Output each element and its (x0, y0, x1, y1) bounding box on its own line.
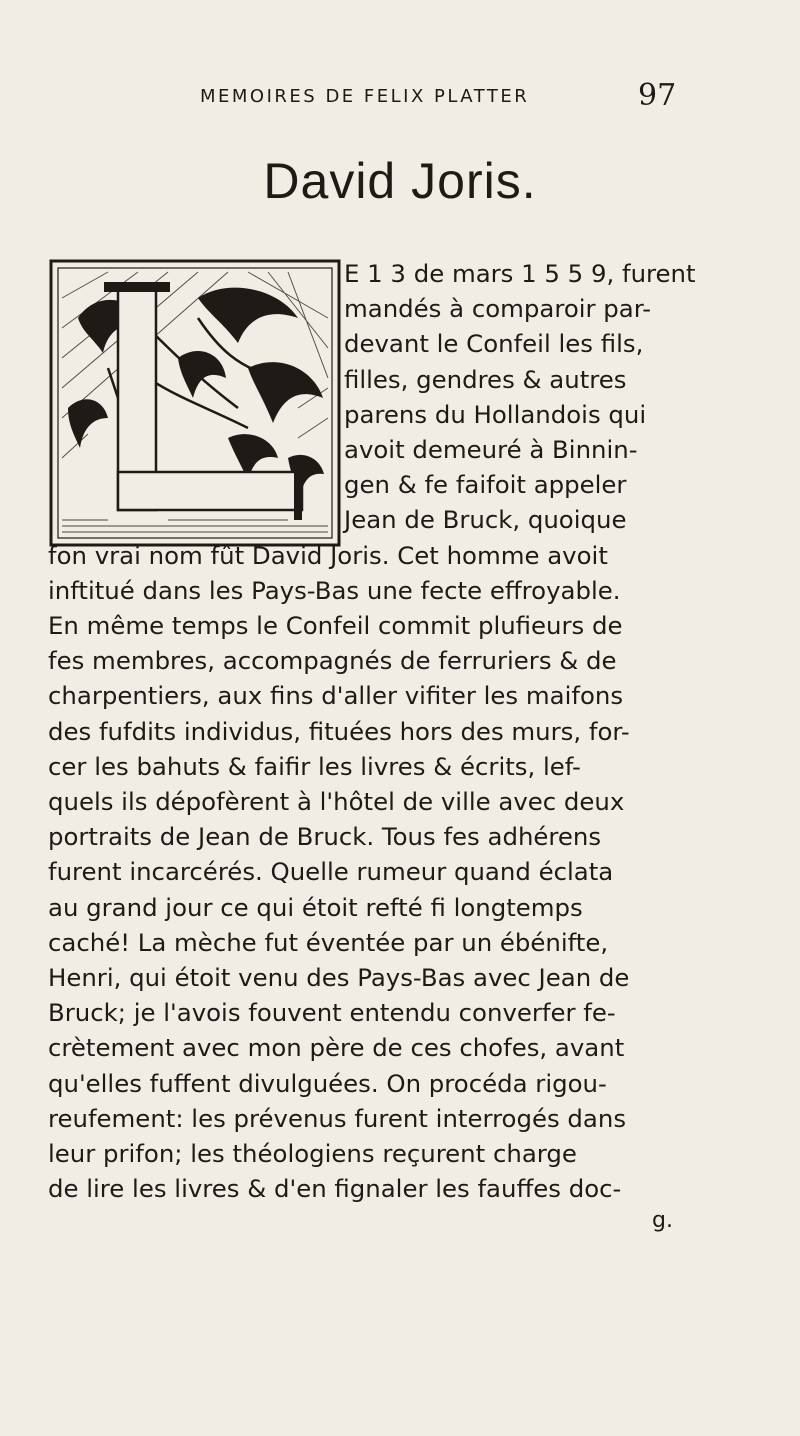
text-line: Bruck; je l'avois fouvent entendu converfer fe- (48, 998, 616, 1028)
text-line: leur prifon; les théologiens reçurent charge (48, 1139, 577, 1169)
text-line: reufement: les prévenus furent interrogés dans (48, 1103, 627, 1133)
text-line: furent incarcérés. Quelle rumeur quand éclata (48, 857, 614, 887)
text-line: inftitué dans les Pays-Bas une fecte effroyable. (48, 575, 621, 605)
running-head: MEMOIRES DE FELIX PLATTER (200, 86, 530, 107)
text-line: fon vrai nom fût David Joris. Cet homme avoit (48, 540, 608, 570)
text-line: des fufdits individus, fituées hors des murs, for- (48, 716, 630, 746)
text-line: crètement avec mon père de ces chofes, avant (48, 1033, 625, 1063)
text-line: E 1 3 de mars 1 5 5 9, furent (344, 259, 696, 288)
text-line: quels ils dépofèrent à l'hôtel de ville avec deux (48, 787, 625, 817)
text-line: fes membres, accompagnés de ferruriers & de (48, 646, 617, 676)
text-line: charpentiers, aux fins d'aller vifiter les maifons (48, 681, 624, 711)
text-line: filles, gendres & autres (344, 364, 627, 394)
body-text (48, 256, 700, 1206)
text-line: portraits de Jean de Bruck. Tous fes adhérens (48, 822, 602, 852)
text-line: qu'elles fuffent divulguées. On procéda rigou- (48, 1068, 607, 1098)
text-line: avoit demeuré à Binnin- (344, 435, 638, 465)
text-line: de lire les livres & d'en fignaler les fauffes doc- (48, 1174, 622, 1204)
text-line: En même temps le Confeil commit plufieurs de (48, 611, 623, 641)
text-line: cer les bahuts & faifir les livres & écrits, lef- (48, 751, 581, 781)
text-line: Jean de Bruck, quoique (344, 505, 627, 535)
text-line: devant le Confeil les fils, (344, 329, 644, 359)
text-line: gen & fe faifoit appeler (344, 470, 627, 500)
catchword: g. (652, 1208, 673, 1233)
text-line: parens du Hollandois qui (344, 399, 647, 429)
chapter-title: David Joris. (263, 153, 537, 209)
text-line: mandés à comparoir par- (344, 294, 652, 324)
text-line: caché! La mèche fut éventée par un ébénifte, (48, 927, 609, 957)
text-line: au grand jour ce qui étoit refté fi longtemps (48, 892, 583, 922)
page-number: 97 (638, 78, 677, 113)
text-line: Henri, qui étoit venu des Pays-Bas avec Jean de (48, 963, 630, 993)
